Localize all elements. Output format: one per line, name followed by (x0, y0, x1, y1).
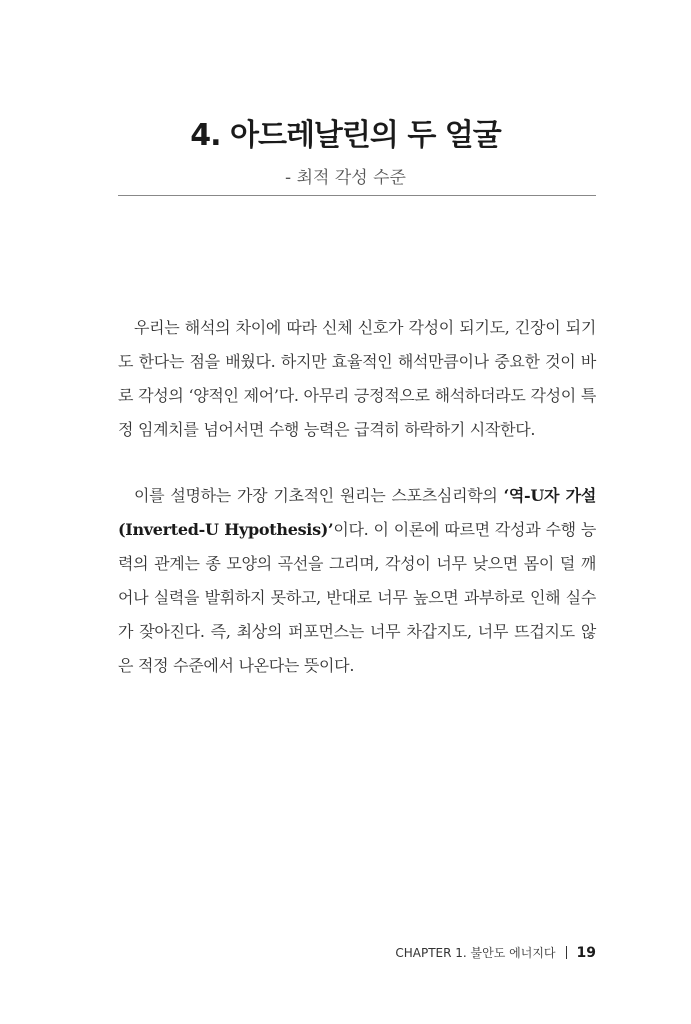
chapter-label: CHAPTER 1. 불안도 에너지다 (395, 946, 556, 960)
page-title: 4. 아드레날린의 두 얼굴 (190, 118, 501, 153)
body-paragraph-1: 우리는 해석의 차이에 따라 신체 신호가 각성이 되기도, 긴장이 되기도 한다는 점을 배웠다. 하지만 효율적인 해석만큼이나 중요한 것이 바로 각성의 ‘양적인 제어’다. 아무리 긍정적으로 해석하더라도 각성이 특정 임계치를 넘어서면 수행 능력은 급격히 하락하기 시작한다. (118, 318, 596, 439)
body-paragraph-2 (118, 479, 596, 683)
paragraph-2-start: 이를 설명하는 가장 기초적인 원리는 스포츠심리학의 (134, 486, 504, 505)
page-footer (395, 944, 596, 961)
title-divider (118, 195, 596, 196)
footer-separator (566, 946, 567, 959)
paragraph-2-end: 이다. 이 이론에 따르면 각성과 수행 능력의 관계는 종 모양의 곡선을 그리며, 각성이 너무 낮으면 몸이 덜 깨어나 실력을 발휘하지 못하고, 반대로 너무 높으면 과부하로 인해 실수가 잦아진다. 즉, 최상의 퍼포먼스는 너무 차갑지도, 너무 뜨겁지도 않은 적정 수준에서 나온다는 뜻이다. (118, 520, 597, 675)
page-number: 19 (576, 944, 596, 961)
hypothesis-term: ‘역-U자 가설(Inverted-U Hypothesis)’ (118, 486, 596, 539)
page-subtitle: - 최적 각성 수준 (285, 168, 406, 188)
